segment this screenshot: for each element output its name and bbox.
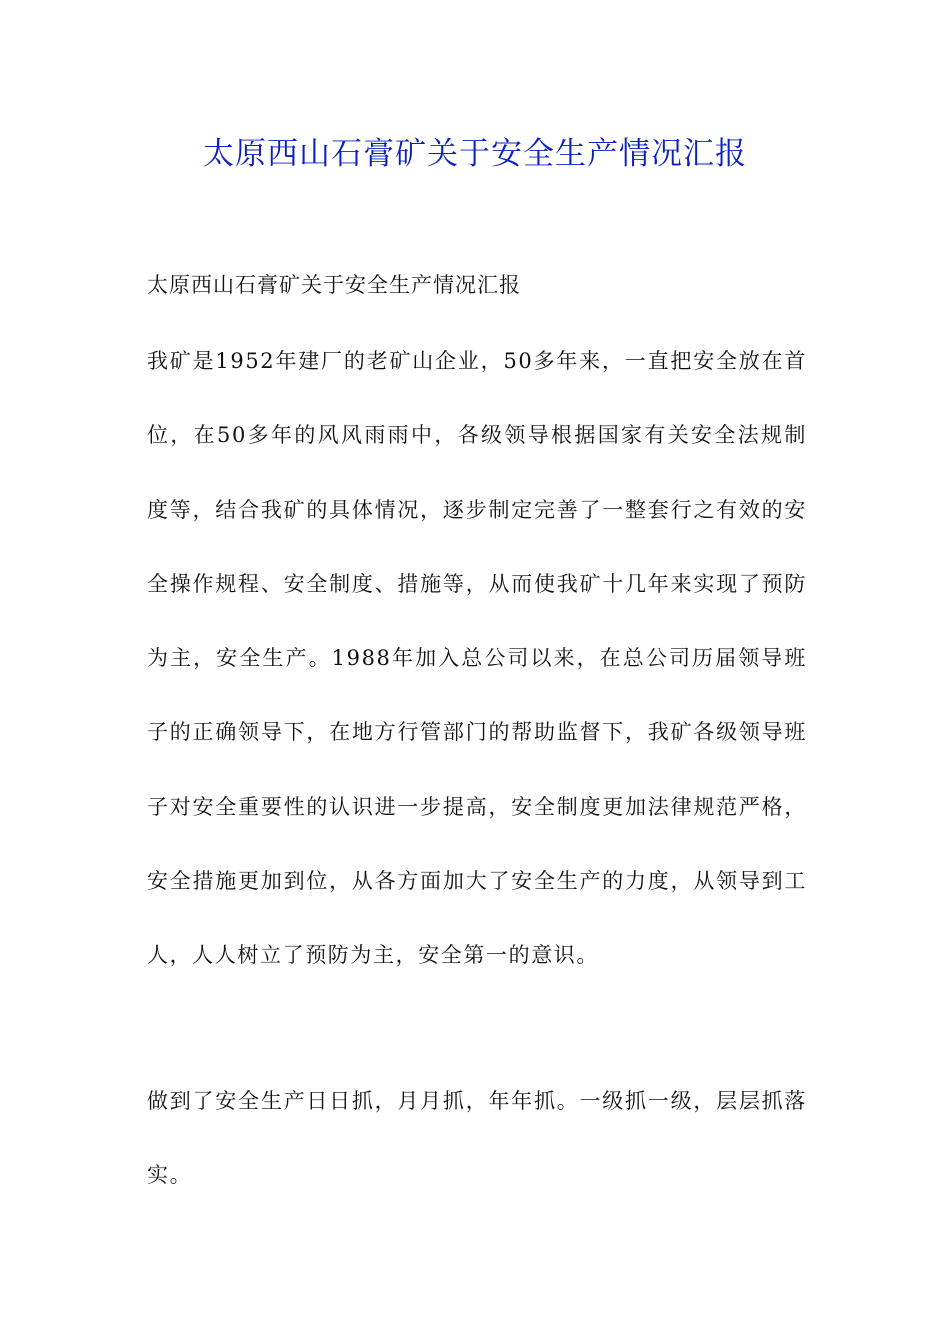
- paragraph-2: 做到了安全生产日日抓，月月抓，年年抓。一级抓一级，层层抓落实。: [147, 1089, 807, 1188]
- document-subtitle: 太原西山石膏矿关于安全生产情况汇报: [147, 273, 521, 297]
- document-title: 太原西山石膏矿关于安全生产情况汇报: [203, 136, 747, 172]
- paragraph-1: 我矿是1952年建厂的老矿山企业，50多年来，一直把安全放在首位，在50多年的风风雨雨中，各级领导根据国家有关安全法规制度等，结合我矿的具体情况，逐步制定完善了一整套行之有效的安全操作规程、安全制度、措施等，从而使我矿十几年来实现了预防为主，安全生产。1988年加入总公司以来，在总公司历届领导班子的正确领导下，在地方行管部门的帮助监督下，我矿各级领导班子对安全重要性的认识进一步提高，安全制度更加法律规范严格，安全措施更加到位，从各方面加大了安全生产的力度，从领导到工人，人人树立了预防为主，安全第一的意识。: [147, 349, 807, 968]
